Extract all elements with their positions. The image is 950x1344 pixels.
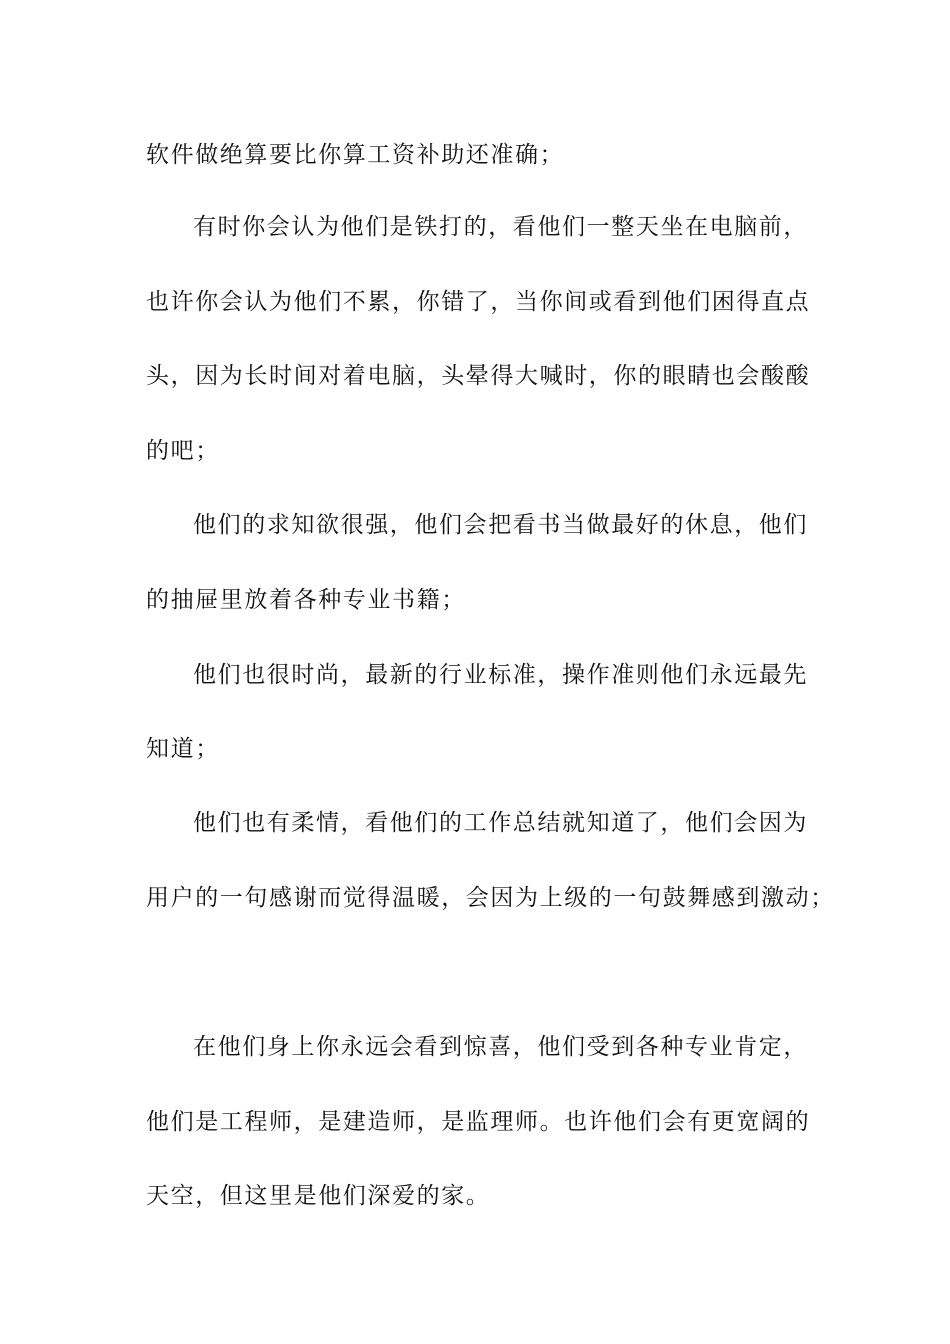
text-line-12: 在他们身上你永远会看到惊喜，他们受到各种专业肯定，: [193, 1034, 808, 1060]
text-line-2: 有时你会认为他们是铁打的，看他们一整天坐在电脑前，: [193, 214, 808, 240]
text-line-8: 他们也很时尚，最新的行业标准，操作准则他们永远最先: [193, 662, 808, 688]
text-line-11: 用户的一句感谢而觉得温暖，会因为上级的一句鼓舞感到激动；: [146, 885, 835, 911]
text-line-1: 软件做绝算要比你算工资补助还准确；: [146, 142, 565, 168]
text-line-5: 的吧；: [146, 438, 220, 464]
text-line-7: 的抽屉里放着各种专业书籍；: [146, 587, 466, 613]
text-line-4: 头，因为长时间对着电脑，头晕得大喊时，你的眼睛也会酸酸: [146, 363, 811, 389]
text-line-13: 他们是工程师，是建造师，是监理师。也许他们会有更宽阔的: [146, 1109, 811, 1135]
text-line-10: 他们也有柔情，看他们的工作总结就知道了，他们会因为: [193, 810, 808, 836]
text-line-3: 也许你会认为他们不累，你错了，当你间或看到他们困得直点: [146, 289, 811, 315]
text-line-6: 他们的求知欲很强，他们会把看书当做最好的休息，他们: [193, 512, 808, 538]
text-line-14: 天空，但这里是他们深爱的家。: [146, 1183, 491, 1209]
text-line-9: 知道；: [146, 736, 220, 762]
